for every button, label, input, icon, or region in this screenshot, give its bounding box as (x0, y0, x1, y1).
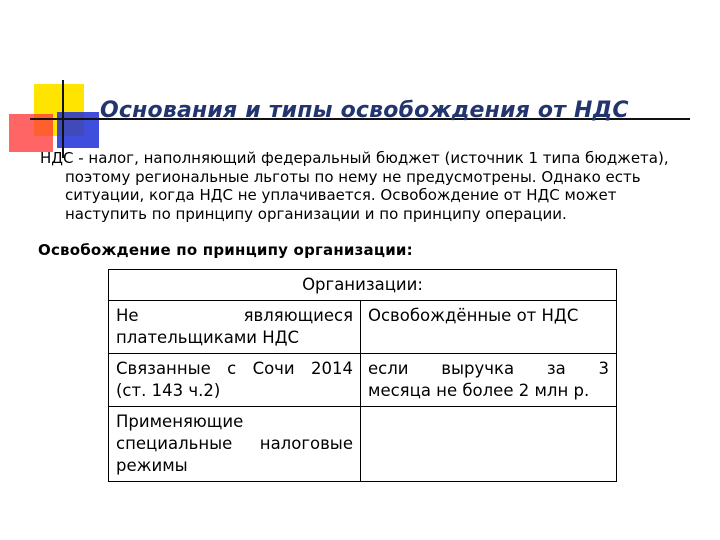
intro-paragraph (40, 149, 712, 223)
table-header-cell: Организации: (109, 270, 617, 301)
table-cell-right: Освобождённые от НДС (361, 301, 617, 354)
table-row (109, 354, 617, 407)
table-cell-left (109, 301, 361, 354)
section-subheading: Освобождение по принципу организации: (38, 241, 413, 259)
cell-line: (ст. 143 ч.2) (116, 381, 221, 400)
cell-line: если выручка за 3 (368, 359, 609, 378)
cell-line: Связанные с Сочи 2014 (116, 359, 353, 378)
table-header-row (109, 270, 617, 301)
table-row (109, 407, 617, 482)
table-cell-left (109, 407, 361, 482)
intro-line: ситуации, когда НДС не уплачивается. Освобождение от НДС может (65, 186, 617, 204)
intro-line: поэтому региональные льготы по нему не предусмотрены. Однако есть (65, 167, 641, 186)
cell-line: специальные налоговые (116, 434, 353, 453)
cell-line: Применяющие (116, 412, 244, 431)
slide-title: Основания и типы освобождения от НДС (100, 98, 629, 123)
organizations-table (108, 269, 617, 482)
table-cell-right-empty (361, 407, 617, 482)
cell-line: месяца не более 2 млн р. (368, 381, 590, 400)
cell-line: плательщиками НДС (116, 328, 300, 347)
table-cell-left (109, 354, 361, 407)
intro-line: НДС - налог, наполняющий федеральный бюджет (источник 1 типа бюджета), (40, 149, 669, 167)
intro-line: наступить по принципу организации и по принципу операции. (65, 204, 567, 223)
cell-line: Не являющиеся (116, 306, 353, 325)
table-cell-right (361, 354, 617, 407)
table-row (109, 301, 617, 354)
cell-line: режимы (116, 456, 188, 475)
